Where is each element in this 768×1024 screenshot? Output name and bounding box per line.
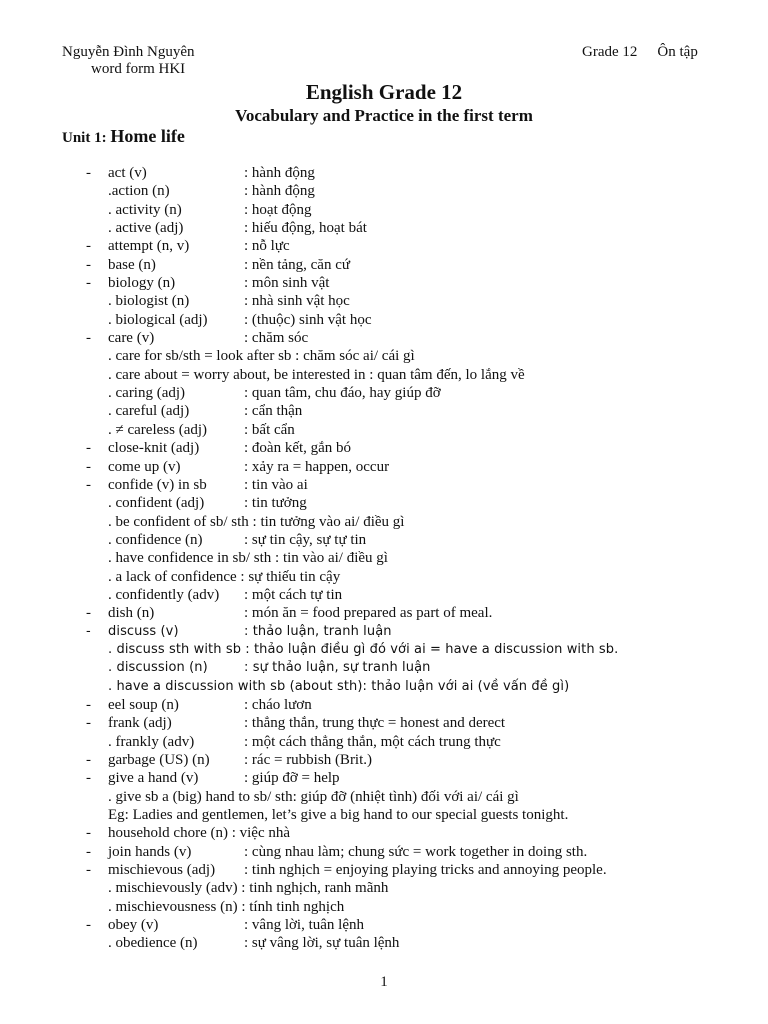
entry-text: . mischievousness (n) : tính tinh nghịch (108, 898, 345, 915)
entry-definition: : sự vâng lời, sự tuân lệnh (244, 935, 400, 952)
header-right (582, 44, 698, 61)
entry-text: Eg: Ladies and gentlemen, let’s give a big hand to our special guests tonight. (108, 807, 569, 824)
entry-definition: : món ăn = food prepared as part of meal. (244, 605, 493, 622)
entry-definition: : rác = rubbish (Brit.) (244, 752, 373, 768)
entry-definition: : cháo lươn (244, 696, 312, 713)
vocab-entry (0, 513, 768, 531)
page-number: 1 (380, 974, 388, 990)
vocab-entry (0, 806, 768, 824)
vocab-entry (0, 347, 768, 365)
vocab-entry (0, 916, 768, 934)
vocab-entry (0, 182, 768, 200)
entry-bullet: - (86, 440, 91, 457)
entry-term: . ≠ careless (adj) (108, 421, 208, 438)
vocab-entry (0, 476, 768, 494)
entry-bullet: - (86, 770, 91, 787)
entry-definition: : quan tâm, chu đáo, hay giúp đỡ (244, 385, 441, 402)
entry-definition: : sự thảo luận, sự tranh luận (244, 660, 431, 676)
entry-term: act (v) (108, 165, 147, 181)
vocab-entry (0, 402, 768, 420)
entry-definition: : đoàn kết, gắn bó (244, 440, 352, 457)
entry-term: . active (adj) (108, 220, 184, 237)
entry-definition: : chăm sóc (244, 330, 309, 347)
entry-term: dish (n) (108, 605, 155, 622)
entry-definition: : giúp đỡ = help (244, 770, 340, 787)
vocab-entry (0, 568, 768, 586)
entry-text: . be confident of sb/ sth : tin tưởng vào ai/ điều gì (108, 513, 405, 530)
vocab-entry (0, 237, 768, 255)
entry-bullet: - (86, 605, 91, 622)
vocab-entry (0, 659, 768, 677)
entry-definition: : môn sinh vật (244, 275, 330, 292)
entry-term: base (n) (108, 256, 156, 273)
entry-term: mischievous (adj) (108, 862, 216, 879)
vocab-entry (0, 458, 768, 476)
entry-term: . careful (adj) (108, 403, 190, 420)
entry-definition: : cẩn thận (244, 403, 303, 420)
vocab-entry (0, 384, 768, 402)
entry-definition: : hành động (244, 165, 315, 181)
entry-bullet: - (86, 623, 91, 639)
entry-definition: : hành động (244, 183, 315, 200)
vocab-entry (0, 256, 768, 274)
entry-term: come up (v) (108, 458, 181, 475)
entry-term: give a hand (v) (108, 770, 199, 787)
vocab-entry (0, 329, 768, 347)
entry-term: obey (v) (108, 917, 159, 934)
vocab-entry (0, 311, 768, 329)
entry-definition: : cùng nhau làm; chung sức = work together in doing sth. (244, 843, 588, 860)
entry-definition: : xảy ra = happen, occur (244, 458, 390, 475)
entry-bullet: - (86, 256, 91, 273)
vocab-entry (0, 201, 768, 219)
vocab-entry (0, 274, 768, 292)
vocab-entry (0, 696, 768, 714)
entry-bullet: - (86, 715, 91, 732)
grade-label: Grade 12 (582, 44, 638, 60)
entry-text: . give sb a (big) hand to sb/ sth: giúp đỡ (nhiệt tình) đối với ai/ cái gì (108, 788, 519, 805)
entry-bullet: - (86, 275, 91, 292)
entry-bullet: - (86, 843, 91, 860)
entry-definition: : hoạt động (244, 201, 312, 218)
vocab-entry (0, 769, 768, 787)
vocab-entry (0, 494, 768, 512)
vocab-entry (0, 733, 768, 751)
entry-term: confide (v) in sb (108, 476, 207, 493)
entry-text: . care about = worry about, be interested in : quan tâm đến, lo lắng về (108, 366, 525, 383)
entry-definition: : một cách thẳng thắn, một cách trung thực (244, 733, 501, 750)
entry-term: . obedience (n) (108, 935, 198, 952)
entry-text: household chore (n) : việc nhà (108, 825, 291, 842)
entry-term: . activity (n) (108, 201, 182, 218)
entry-definition: : thảo luận, tranh luận (244, 623, 392, 639)
entry-text: . mischievously (adv) : tinh nghịch, ranh mãnh (108, 880, 389, 897)
header-left (62, 44, 194, 78)
page-title: English Grade 12 (305, 80, 463, 104)
entry-term: . confidence (n) (108, 531, 203, 548)
vocab-entry (0, 439, 768, 457)
entry-definition: : sự tin cậy, sự tự tin (244, 531, 367, 548)
entry-term: . caring (adj) (108, 385, 186, 402)
entry-bullet: - (86, 752, 91, 768)
entry-term: eel soup (n) (108, 696, 179, 713)
entry-term: . biologist (n) (108, 293, 190, 310)
entry-term: . confident (adj) (108, 495, 205, 512)
entry-text: . a lack of confidence : sự thiếu tin cậy (108, 568, 341, 585)
entry-term: . frankly (adv) (108, 733, 195, 750)
entry-definition: : tinh nghịch = enjoying playing tricks and annoying people. (244, 862, 607, 879)
vocab-entry (0, 549, 768, 567)
entry-definition: : vâng lời, tuân lệnh (244, 917, 364, 934)
entry-term: attempt (n, v) (108, 238, 190, 255)
page-subtitle: Vocabulary and Practice in the first term (235, 106, 533, 125)
vocab-entry (0, 421, 768, 439)
entry-term: care (v) (108, 330, 155, 347)
entry-term: . discussion (n) (108, 660, 208, 676)
entry-bullet: - (86, 330, 91, 347)
vocab-entry (0, 678, 768, 696)
entry-bullet: - (86, 476, 91, 493)
entry-definition: : nhà sinh vật học (244, 293, 350, 310)
vocab-entry (0, 292, 768, 310)
vocab-entry (0, 164, 768, 182)
vocab-entry (0, 714, 768, 732)
vocab-entry (0, 219, 768, 237)
entry-definition: : một cách tự tin (244, 586, 343, 603)
entry-term: discuss (v) (108, 623, 179, 639)
entry-term: frank (adj) (108, 715, 172, 732)
entry-bullet: - (86, 862, 91, 879)
entry-bullet: - (86, 917, 91, 934)
entry-definition: : thẳng thắn, trung thực = honest and derect (244, 715, 506, 732)
entry-text: . discuss sth with sb : thảo luận điều gì đó với ai = have a discussion with sb. (108, 641, 619, 657)
vocab-entry (0, 641, 768, 659)
vocabulary-list (0, 164, 768, 953)
vocab-entry (0, 586, 768, 604)
vocab-entry (0, 366, 768, 384)
entry-text: . have a discussion with sb (about sth): thảo luận với ai (về vấn đề gì) (108, 678, 570, 694)
entry-definition: : hiếu động, hoạt bát (244, 220, 367, 237)
unit-heading (62, 126, 185, 147)
entry-bullet: - (86, 238, 91, 255)
entry-text: . care for sb/sth = look after sb : chăm sóc ai/ cái gì (108, 348, 415, 365)
entry-bullet: - (86, 696, 91, 713)
review-label: Ôn tập (657, 44, 698, 60)
entry-bullet: - (86, 458, 91, 475)
vocab-entry (0, 751, 768, 769)
vocab-entry (0, 824, 768, 842)
entry-definition: : tin vào ai (244, 476, 308, 493)
vocab-entry (0, 623, 768, 641)
entry-term: join hands (v) (108, 843, 192, 860)
vocab-entry (0, 898, 768, 916)
header-subtitle: word form HKI (91, 61, 186, 77)
vocab-entry (0, 879, 768, 897)
vocab-entry (0, 843, 768, 861)
entry-bullet: - (86, 825, 91, 842)
entry-definition: : (thuộc) sinh vật học (244, 311, 372, 328)
entry-definition: : tin tưởng (244, 495, 307, 512)
entry-definition: : nền tảng, căn cứ (244, 256, 351, 273)
unit-name: Home life (110, 126, 185, 146)
entry-term: biology (n) (108, 275, 176, 292)
vocab-entry (0, 861, 768, 879)
entry-term: .action (n) (108, 183, 170, 200)
entry-text: . have confidence in sb/ sth : tin vào ai/ điều gì (108, 550, 388, 567)
vocab-entry (0, 934, 768, 952)
entry-term: . confidently (adv) (108, 586, 220, 603)
entry-term: . biological (adj) (108, 311, 208, 328)
entry-term: close-knit (adj) (108, 440, 200, 457)
author-name: Nguyễn Đình Nguyên (62, 44, 195, 60)
vocab-entry (0, 531, 768, 549)
entry-bullet: - (86, 165, 91, 181)
entry-definition: : bất cẩn (244, 421, 295, 438)
unit-label: Unit 1: (62, 130, 107, 146)
vocab-entry (0, 788, 768, 806)
entry-term: garbage (US) (n) (108, 752, 210, 768)
vocab-entry (0, 604, 768, 622)
entry-definition: : nỗ lực (244, 238, 290, 255)
